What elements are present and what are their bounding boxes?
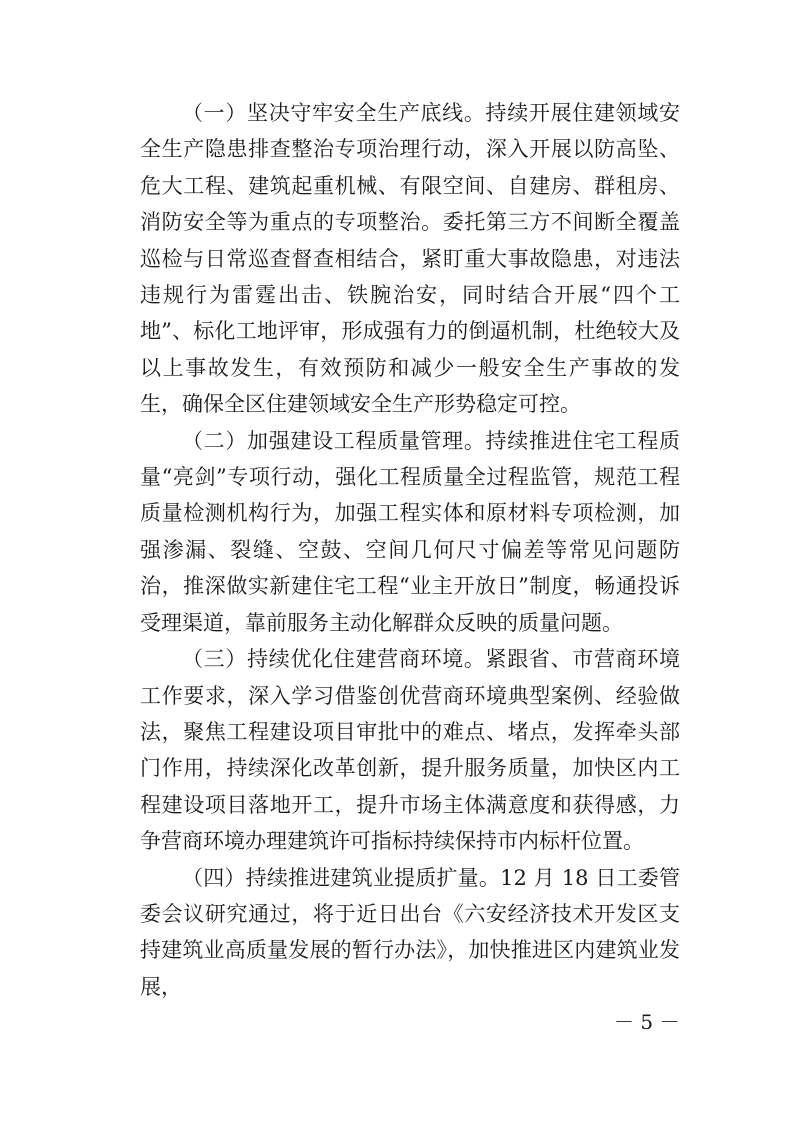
paragraph-business-environment-body: 紧跟省、市营商环境工作要求，深入学习借鉴创优营商环境典型案例、经验做法，聚焦工程建设项目审批中的难点、堵点，发挥牵头部门作用，持续深化改革创新，提升服务质量，加快区内工程建设项目落地开工，提升市场主体满意度和获得感，力争营商环境办理建筑许可指标持续保持市内标杆位置。 (140, 647, 681, 854)
paragraph-construction-industry-heading: （四）持续推进建筑业提质扩量。 (182, 865, 501, 890)
paragraph-quality-body: 持续推进住宅工程质量“亮剑”专项行动，强化工程质量全过程监管，规范工程质量检测机构行为，加强工程实体和原材料专项检测，加强渗漏、裂缝、空鼓、空间几何尺寸偏差等常见问题防治，推深做实新建住宅工程“业主开放日”制度，畅通投诉受理渠道，靠前服务主动化解群众反映的质量问题。 (140, 428, 681, 635)
document-body (140, 95, 680, 1005)
paragraph-safety-heading: （一）坚决守牢安全生产底线。 (182, 101, 486, 125)
paragraph-business-environment (140, 641, 680, 859)
paragraph-construction-industry-body: 12 月 18 日工委管委会议研究通过，将于近日出台《六安经济技术开发区支持建筑业高质量发展的暂行办法》，加快推进区内建筑业发展， (140, 865, 680, 999)
paragraph-safety-body: 持续开展住建领域安全生产隐患排查整治专项治理行动，深入开展以防高坠、危大工程、建筑起重机械、有限空间、自建房、群租房、消防安全等为重点的专项整治。委托第三方不间断全覆盖巡检与日常巡查督查相结合，紧盯重大事故隐患，对违法违规行为雷霆出击、铁腕治安，同时结合开展“四个工地”、标化工地评审，形成强有力的倒逼机制，杜绝较大及以上事故发生，有效预防和减少一般安全生产事故的发生，确保全区住建领域安全生产形势稳定可控。 (140, 101, 681, 417)
page-number: － 5 － (614, 1010, 680, 1034)
paragraph-safety (140, 95, 680, 423)
paragraph-construction-industry (140, 860, 680, 1006)
paragraph-quality-heading: （二）加强建设工程质量管理。 (182, 428, 486, 453)
paragraph-quality (140, 423, 680, 641)
paragraph-business-environment-heading: （三）持续优化住建营商环境。 (182, 647, 486, 672)
